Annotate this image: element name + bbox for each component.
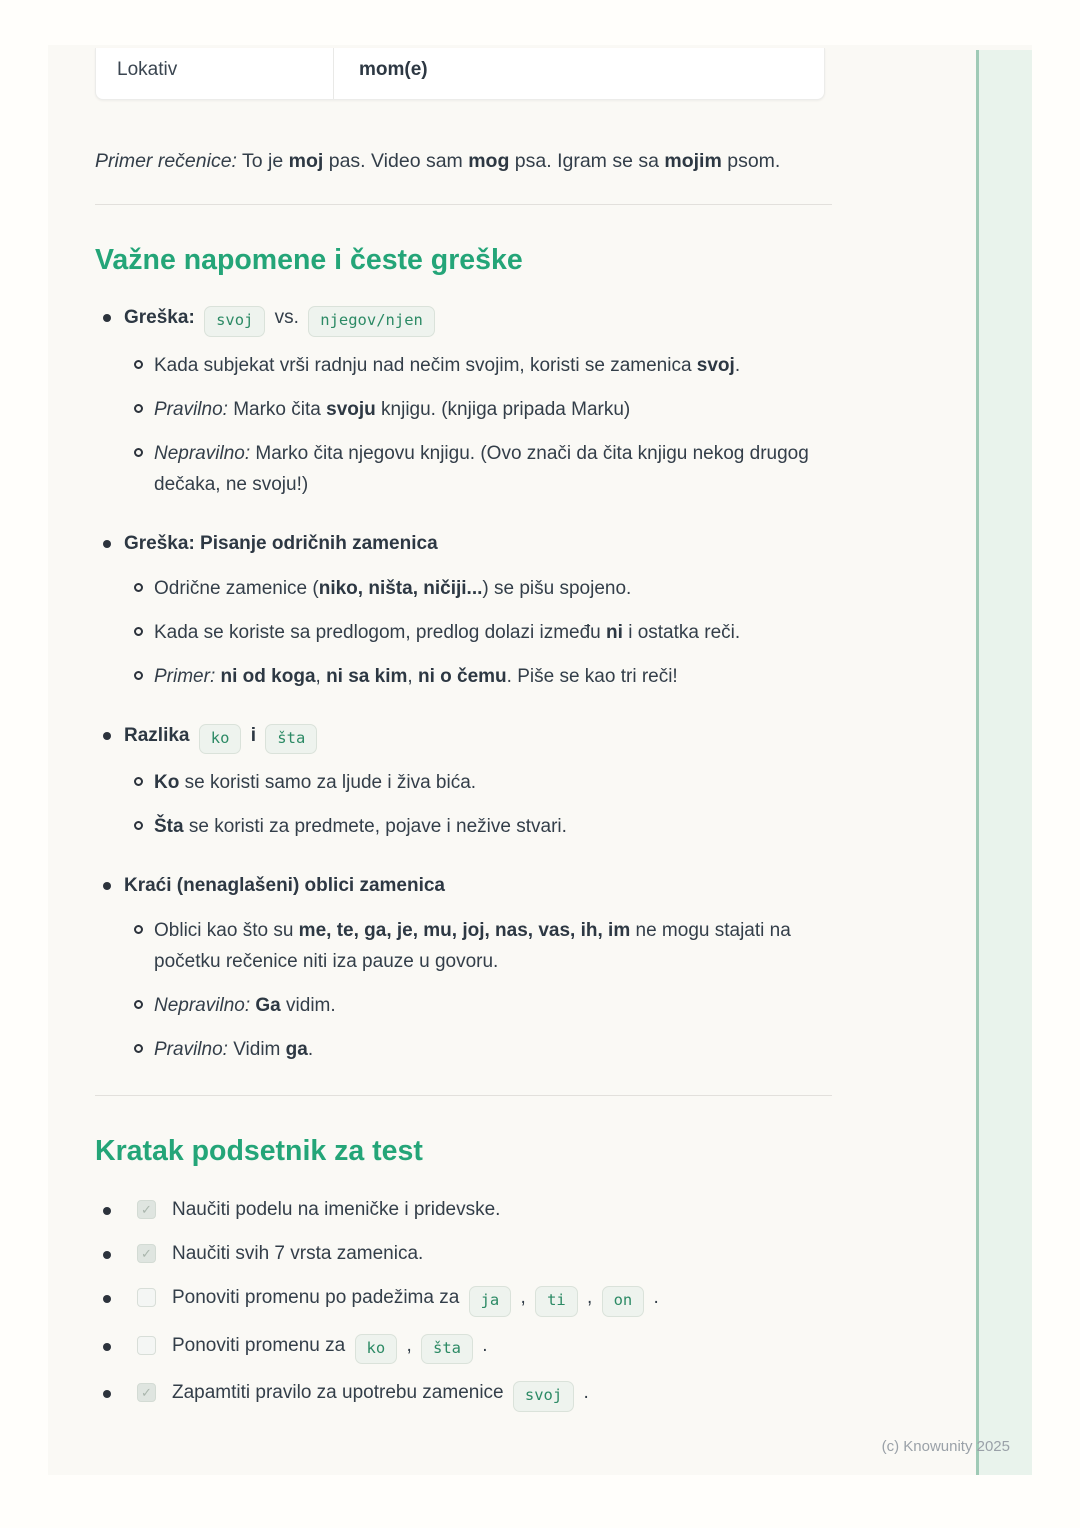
text-run: Greška: Pisanje odričnih zamenica <box>124 532 438 554</box>
note-sub-item <box>134 438 832 500</box>
circle-bullet-icon <box>134 1044 143 1053</box>
note-sub-list <box>124 767 832 842</box>
text-run: svoju <box>326 398 376 420</box>
code-badge: svoj <box>204 306 265 337</box>
text-run: se koristi samo za ljude i živa bića. <box>179 772 477 793</box>
text-run <box>195 307 200 328</box>
text-run: Marko čita njegovu knjigu. (Ovo znači da čita knjigu nekog drugog dečaka, ne svoju!) <box>154 442 809 495</box>
note-item <box>95 870 832 1065</box>
note-sub-text <box>154 350 830 381</box>
bullet-icon <box>103 882 111 890</box>
checkbox-unchecked-icon[interactable] <box>137 1336 156 1355</box>
text-run: me, te, ga, je, mu, joj, nas, vas, ih, im <box>298 920 631 941</box>
text-run: Ga <box>255 995 281 1016</box>
text-run: i ostatka reči. <box>622 621 741 643</box>
note-item-lead <box>124 302 832 337</box>
checklist-item <box>95 1331 832 1365</box>
note-sub-item <box>134 1034 832 1065</box>
checklist-item <box>95 1378 832 1412</box>
bullet-icon <box>103 1343 111 1351</box>
note-sub-list <box>124 350 832 500</box>
text-run: vidim. <box>280 995 336 1016</box>
circle-bullet-icon <box>134 671 143 680</box>
checkbox-checked-icon[interactable]: ✓ <box>137 1244 156 1263</box>
code-badge: ja <box>469 1286 512 1317</box>
text-run: knjigu. (knjiga pripada Marku) <box>375 398 631 420</box>
text-run: Ko <box>154 772 180 793</box>
table-cell-case: Lokativ <box>96 48 334 99</box>
checklist-item <box>95 1239 832 1269</box>
text-run <box>189 725 194 746</box>
text-run: psa. Igram se sa <box>509 150 665 172</box>
text-run: , <box>581 1287 598 1308</box>
text-run: ni sa kim <box>326 665 408 687</box>
declension-table-row <box>95 48 825 100</box>
note-sub-item <box>134 767 832 798</box>
example-sentence-paragraph <box>95 143 832 180</box>
text-run: Odrične zamenice ( <box>154 577 319 599</box>
text-run: niko, ništa, ničiji... <box>318 577 483 599</box>
note-sub-text <box>154 573 830 604</box>
reminder-section-title: Kratak podsetnik za test <box>95 1135 423 1167</box>
checklist-item-text <box>172 1195 832 1225</box>
page-content <box>95 48 832 1412</box>
note-item-body <box>124 302 832 500</box>
section-divider <box>95 204 832 205</box>
circle-bullet-icon <box>134 821 143 830</box>
text-run: , <box>515 1287 532 1308</box>
text-run: , <box>315 665 327 687</box>
text-run: ni od koga <box>220 665 316 687</box>
note-sub-item <box>134 573 832 604</box>
note-item-body <box>124 720 832 843</box>
checklist-item-text <box>172 1378 832 1412</box>
text-run <box>256 725 261 746</box>
code-badge: ko <box>355 1334 398 1365</box>
text-run: Zapamtiti pravilo za upotrebu zamenice <box>172 1382 509 1403</box>
text-run: Kraći (nenaglašeni) oblici zamenica <box>124 875 445 896</box>
note-sub-text <box>154 438 830 500</box>
notes-section-title: Važne napomene i česte greške <box>95 244 523 276</box>
note-sub-text <box>154 617 830 648</box>
note-sub-list <box>124 573 832 692</box>
side-accent-bar <box>976 50 1032 1475</box>
text-run: . <box>477 1334 488 1356</box>
notes-list <box>95 302 832 1065</box>
text-run: ne mogu stajati na početku rečenice niti iza pauze u govoru. <box>154 920 791 972</box>
text-run: svoj <box>696 354 735 376</box>
text-run: Vidim <box>227 1039 286 1060</box>
checklist-item <box>95 1195 832 1225</box>
text-run: ni <box>606 621 623 643</box>
text-run: mog <box>468 150 510 172</box>
note-sub-text <box>154 394 830 425</box>
note-item-lead <box>124 720 832 755</box>
text-run: Kada se koriste sa predlogom, predlog dolazi između <box>154 621 607 643</box>
text-run: Nepravilno: <box>154 995 251 1016</box>
text-run: Šta <box>154 816 184 837</box>
text-run: . <box>307 1039 314 1060</box>
code-badge: ko <box>199 724 242 755</box>
note-sub-item <box>134 394 832 425</box>
text-run: Primer rečenice: <box>95 150 237 172</box>
text-run: Greška: <box>124 307 195 328</box>
note-sub-list <box>124 915 832 1065</box>
note-item <box>95 302 832 500</box>
checklist-item-text <box>172 1239 832 1269</box>
code-badge: ti <box>535 1286 578 1317</box>
checkbox-checked-icon[interactable]: ✓ <box>137 1200 156 1219</box>
note-sub-item <box>134 350 832 381</box>
text-run: Marko čita <box>227 398 327 420</box>
circle-bullet-icon <box>134 404 143 413</box>
text-run: Naučiti podelu na imeničke i pridevske. <box>172 1199 501 1220</box>
code-badge: šta <box>265 724 317 755</box>
note-item-body <box>124 528 832 692</box>
text-run: Pravilno: <box>154 1039 228 1060</box>
checklist-item-text <box>172 1331 832 1365</box>
text-run: To je <box>236 150 289 172</box>
bullet-icon <box>103 1390 111 1398</box>
text-run: ga <box>285 1039 308 1060</box>
text-run: Naučiti svih 7 vrsta zamenica. <box>172 1243 424 1264</box>
bullet-icon <box>103 1295 111 1303</box>
text-run: , <box>401 1334 418 1356</box>
table-cell-form: mom(e) <box>359 59 428 80</box>
circle-bullet-icon <box>134 583 143 592</box>
code-badge: on <box>602 1286 645 1317</box>
checkbox-checked-icon[interactable]: ✓ <box>137 1383 156 1402</box>
text-run: . Piše se kao tri reči! <box>506 665 678 687</box>
text-run: Nepravilno: <box>154 442 251 464</box>
bullet-icon <box>103 732 111 740</box>
text-run: Ponoviti promenu po padežima za <box>172 1287 465 1308</box>
circle-bullet-icon <box>134 925 143 934</box>
text-run: Kada subjekat vrši radnju nad nečim svojim, koristi se zamenica <box>154 354 697 376</box>
circle-bullet-icon <box>134 627 143 636</box>
note-sub-text <box>154 767 830 798</box>
checklist-item <box>95 1283 832 1317</box>
document-page <box>48 45 1032 1475</box>
circle-bullet-icon <box>134 448 143 457</box>
text-run: ni o čemu <box>417 665 507 687</box>
text-run: pas. Video sam <box>323 150 469 172</box>
checklist-item-text <box>172 1283 832 1317</box>
bullet-icon <box>103 314 111 322</box>
text-run: Pravilno: <box>154 398 228 420</box>
text-run: psom. <box>721 150 781 172</box>
text-run: vs. <box>269 307 305 328</box>
text-run: mojim <box>664 150 722 172</box>
bullet-icon <box>103 1207 111 1215</box>
note-sub-text <box>154 990 830 1021</box>
note-sub-item <box>134 915 832 977</box>
bullet-icon <box>103 540 111 548</box>
circle-bullet-icon <box>134 777 143 786</box>
text-run: . <box>734 354 741 376</box>
circle-bullet-icon <box>134 360 143 369</box>
note-sub-text <box>154 915 830 977</box>
note-sub-item <box>134 811 832 842</box>
reminder-checklist <box>95 1195 832 1412</box>
note-item-body <box>124 870 832 1065</box>
note-item <box>95 528 832 692</box>
text-run: . <box>648 1287 659 1308</box>
circle-bullet-icon <box>134 1000 143 1009</box>
note-sub-item <box>134 661 832 692</box>
note-sub-item <box>134 617 832 648</box>
checkbox-unchecked-icon[interactable] <box>137 1288 156 1307</box>
text-run: moj <box>288 150 324 172</box>
text-run: Primer: <box>154 665 216 687</box>
code-badge: šta <box>421 1334 473 1365</box>
note-sub-text <box>154 811 830 842</box>
note-item <box>95 720 832 843</box>
code-badge: svoj <box>513 1381 574 1412</box>
text-run: i <box>250 724 256 746</box>
section-divider <box>95 1095 832 1096</box>
text-run: se koristi za predmete, pojave i nežive stvari. <box>183 816 567 837</box>
footer-copyright: (c) Knowunity 2025 <box>881 1438 1010 1455</box>
note-sub-text <box>154 1034 830 1065</box>
note-sub-item <box>134 990 832 1021</box>
text-run: . <box>578 1382 589 1403</box>
text-run: , <box>407 665 418 687</box>
code-badge: njegov/njen <box>308 306 435 337</box>
text-run: ) se pišu spojeno. <box>482 577 632 599</box>
text-run: Oblici kao što su <box>154 920 299 941</box>
text-run: Ponoviti promenu za <box>172 1334 351 1356</box>
note-item-lead <box>124 870 832 902</box>
note-sub-text <box>154 661 830 692</box>
note-item-lead <box>124 528 832 560</box>
bullet-icon <box>103 1251 111 1259</box>
text-run: Razlika <box>124 724 190 746</box>
